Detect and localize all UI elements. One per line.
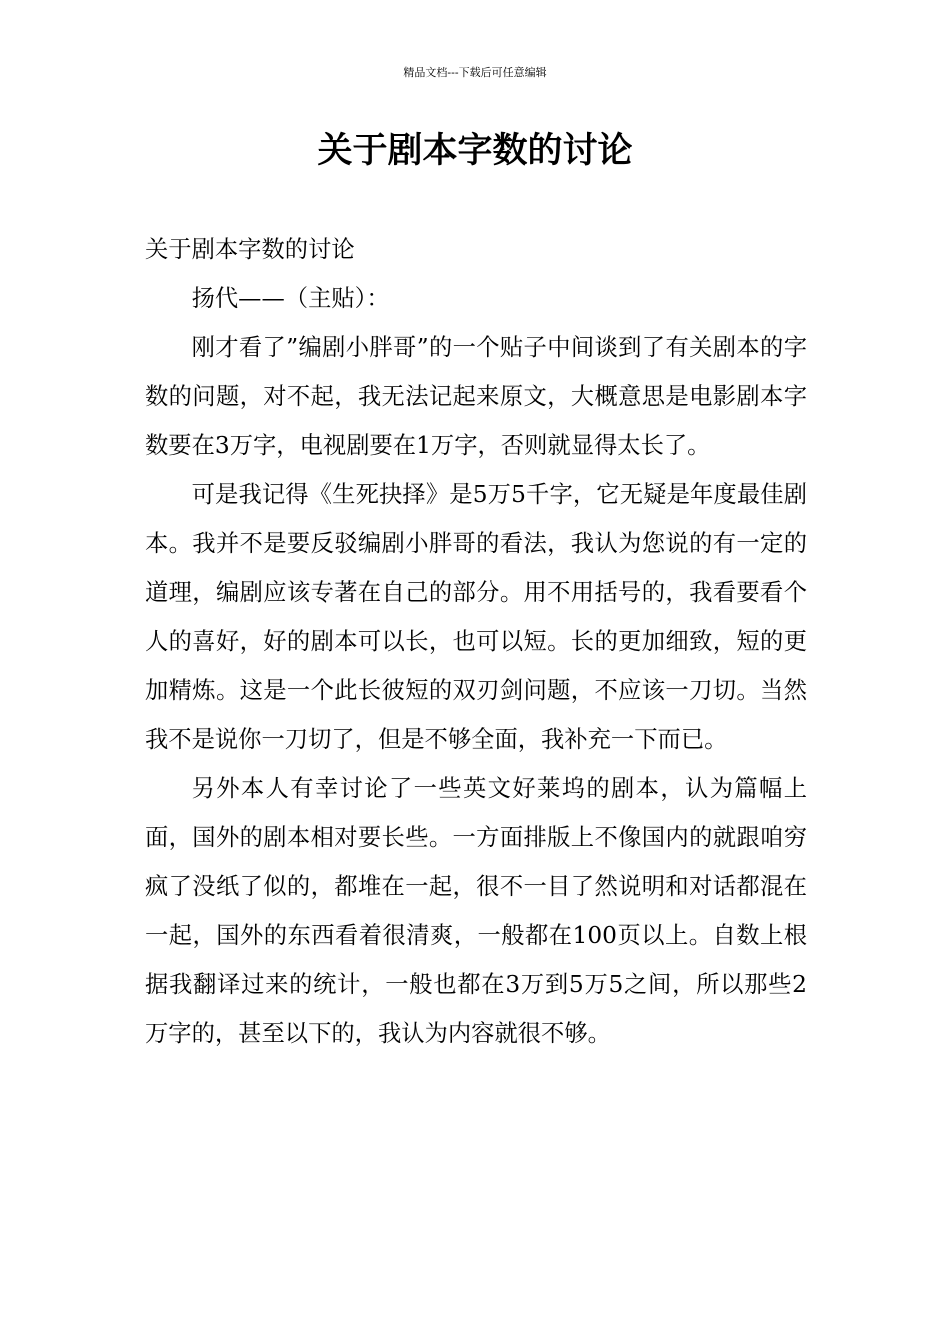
- author-line: 扬代——（主贴）：: [191, 285, 390, 312]
- paragraph-1: 刚才看了”编剧小胖哥”的一个贴子中间谈到了有关剧本的字数的问题，对不起，我无法记起来原文，大概意思是电影剧本字数要在3万字，电视剧要在1万字，否则就显得太长了。: [145, 334, 807, 459]
- paragraph-2: 可是我记得《生死抉择》是5万5千字，它无疑是年度最佳剧本。我并不是要反驳编剧小胖哥的看法，我认为您说的有一定的道理，编剧应该专著在自己的部分。用不用括号的，我看要看个人的喜好，好的剧本可以长，也可以短。长的更加细致，短的更加精炼。这是一个此长彼短的双刃剑问题，不应该一刀切。当然我不是说你一刀切了，但是不够全面，我补充一下而已。: [145, 481, 807, 753]
- document-title: 关于剧本字数的讨论: [317, 131, 633, 171]
- document-body: [145, 225, 807, 1058]
- section-heading: 关于剧本字数的讨论: [145, 236, 355, 263]
- paragraph-3: 另外本人有幸讨论了一些英文好莱坞的剧本，认为篇幅上面，国外的剧本相对要长些。一方面排版上不像国内的就跟咱穷疯了没纸了似的，都堆在一起，很不一目了然说明和对话都混在一起，国外的东西看着很清爽，一般都在100页以上。自数上根据我翻译过来的统计，一般也都在3万到5万5之间，所以那些2万字的，甚至以下的，我认为内容就很不够。: [145, 775, 807, 1047]
- page-header: 精品文档---下载后可任意编辑: [403, 66, 547, 79]
